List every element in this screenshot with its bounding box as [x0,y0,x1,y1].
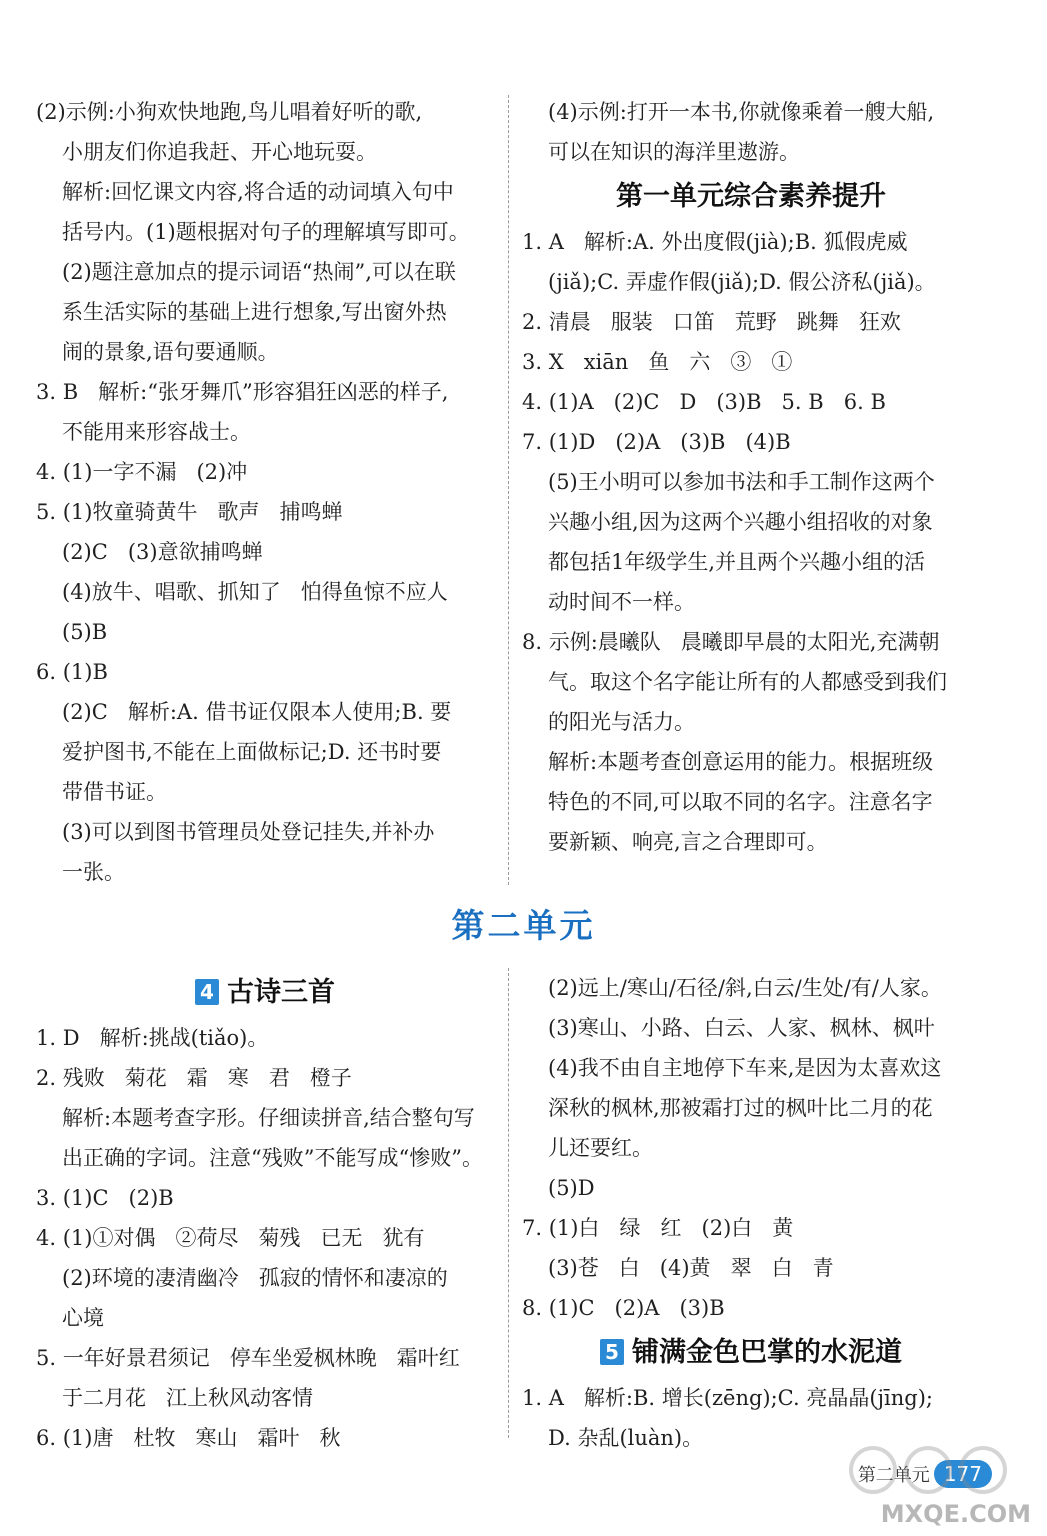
text-line: 爱护图书,不能在上面做标记;D. 还书时要 [62,740,442,764]
text-line: 括号内。(1)题根据对句子的理解填写即可。 [62,220,470,244]
text-line: 4. (1)A (2)C D (3)B 5. B 6. B [522,390,886,414]
text-line: 4. (1)一字不漏 (2)冲 [36,460,248,484]
text-line: 的阳光与活力。 [548,710,695,734]
text-line: (3)苍 白 (4)黄 翠 白 青 [548,1256,834,1280]
text-line: 于二月花 江上秋风动客情 [62,1386,314,1410]
text-line: 8. 示例:晨曦队 晨曦即早晨的太阳光,充满朝 [522,630,940,654]
text-line: 6. (1)唐 杜牧 寒山 霜叶 秋 [36,1426,341,1450]
text-line: 不能用来形容战士。 [62,420,251,444]
text-line: (3)可以到图书管理员处登记挂失,并补办 [62,820,435,844]
text-line: (2)C 解析:A. 借书证仅限本人使用;B. 要 [62,700,452,724]
text-line: 7. (1)白 绿 红 (2)白 黄 [522,1216,794,1240]
text-line: 儿还要红。 [548,1136,653,1160]
text-line: 1. D 解析:挑战(tiǎo)。 [36,1026,269,1050]
text-line: (2)环境的凄清幽冷 孤寂的情怀和凄凉的 [62,1266,448,1290]
text-line: 3. (1)C (2)B [36,1186,174,1210]
text-line: 1. A 解析:A. 外出度假(jià);B. 狐假虎威 [522,230,908,254]
text-line: 1. A 解析:B. 增长(zēng);C. 亮晶晶(jīng); [522,1386,934,1410]
text-line: 小朋友们你追我赶、开心地玩耍。 [62,140,377,164]
text-line: (2)题注意加点的提示词语“热闹”,可以在联 [62,260,456,284]
text-line: (2)远上/寒山/石径/斜,白云/生处/有/人家。 [548,976,942,1000]
text-line: 8. (1)C (2)A (3)B [522,1296,725,1320]
text-line: 出正确的字词。注意“残败”不能写成“惨败”。 [62,1146,483,1170]
text-line: 2. 清晨 服装 口笛 荒野 跳舞 狂欢 [522,310,901,334]
text-line: 4. (1)①对偶 ②荷尽 菊残 已无 犹有 [36,1226,425,1250]
section-title: 第一单元综合素养提升 [616,181,886,212]
lesson-number-badge: 4 [195,979,219,1005]
text-line: 特色的不同,可以取不同的名字。注意名字 [548,790,933,814]
text-line: 7. (1)D (2)A (3)B (4)B [522,430,791,454]
text-line: (4)放牛、唱歌、抓知了 怕得鱼惊不应人 [62,580,448,604]
footer-unit-label: 第二单元 [857,1465,930,1486]
text-line: 解析:本题考查创意运用的能力。根据班级 [548,750,934,774]
lesson-number-badge: 5 [600,1339,624,1365]
text-line: 闹的景象,语句要通顺。 [62,340,279,364]
lesson-5-heading [522,1328,980,1378]
text-line: 2. 残败 菊花 霜 寒 君 橙子 [36,1066,352,1090]
lesson-4-heading [36,968,494,1018]
text-line: 5. (1)牧童骑黄牛 歌声 捕鸣蝉 [36,500,343,524]
text-line: 一张。 [62,860,125,884]
page-number: 177 [934,1460,992,1488]
text-line: 深秋的枫林,那被霜打过的枫叶比二月的花 [548,1096,933,1120]
text-line: 3. B 解析:“张牙舞爪”形容猖狂凶恶的样子, [36,380,449,404]
column-divider [508,95,509,885]
text-line: 6. (1)B [36,660,108,684]
top-left-column [36,92,494,892]
unit-title: 第二单元 [451,906,596,945]
watermark-graphic [833,1440,1033,1500]
text-line: (jiǎ);C. 弄虚作假(jiǎ);D. 假公济私(jiǎ)。 [548,270,936,294]
text-line: 系生活实际的基础上进行想象,写出窗外热 [62,300,447,324]
text-line: (5)王小明可以参加书法和手工制作这两个 [548,470,935,494]
text-line: (2)示例:小狗欢快地跑,鸟儿唱着好听的歌, [36,100,423,124]
text-line: (3)寒山、小路、白云、人家、枫林、枫叶 [548,1016,935,1040]
column-divider [508,968,509,1438]
watermark-text: MXQE.COM [880,1500,1031,1528]
text-line: 动时间不一样。 [548,590,695,614]
text-line: 都包括1年级学生,并且两个兴趣小组的活 [548,550,926,574]
text-line: 带借书证。 [62,780,167,804]
text-line: 心境 [62,1306,104,1330]
text-line: 5. 一年好景君须记 停车坐爱枫林晚 霜叶红 [36,1346,460,1370]
text-line: (5)D [548,1176,595,1200]
text-line: (5)B [62,620,108,644]
text-line: 解析:回忆课文内容,将合适的动词填入句中 [62,180,454,204]
text-line: 气。取这个名字能让所有的人都感受到我们 [548,670,947,694]
text-line: 3. X xiān 鱼 六 ③ ① [522,350,793,374]
text-line: (4)我不由自主地停下车来,是因为太喜欢这 [548,1056,942,1080]
text-line: 解析:本题考查字形。仔细读拼音,结合整句写 [62,1106,475,1130]
text-line: 兴趣小组,因为这两个兴趣小组招收的对象 [548,510,933,534]
bottom-right-column [522,968,980,1458]
top-right-column [522,92,980,862]
lesson-title: 铺满金色巴掌的水泥道 [632,1337,902,1368]
text-line: (4)示例:打开一本书,你就像乘着一艘大船, [548,100,935,124]
text-line: (2)C (3)意欲捕鸣蝉 [62,540,263,564]
lesson-title: 古诗三首 [227,977,335,1008]
text-line: D. 杂乱(luàn)。 [548,1426,704,1450]
bottom-left-column [36,968,494,1458]
text-line: 可以在知识的海洋里遨游。 [548,140,800,164]
text-line: 要新颖、响亮,言之合理即可。 [548,830,828,854]
